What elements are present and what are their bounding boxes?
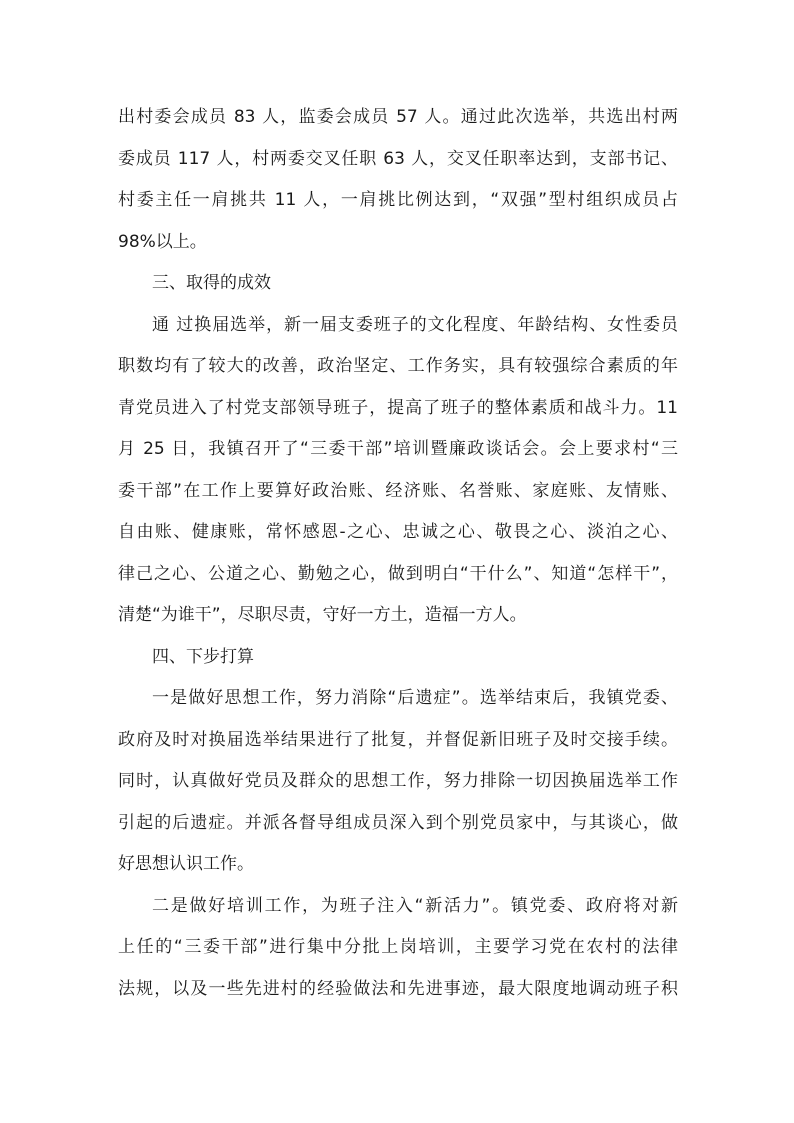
text-line: 二是做好培训工作，为班子注入“新活力”。镇党委、政府将对新 [152, 895, 678, 916]
text-line: 一是做好思想工作，努力消除“后遗症”。选举结束后，我镇党委、 [152, 688, 678, 708]
text-line: 引起的后遗症。并派各督导组成员深入到个别党员家中，与其谈心，做 [118, 812, 678, 833]
text-line: 律己之心、公道之心、勤勉之心，做到明白“干什么”、知道“怎样干”， [118, 563, 678, 584]
text-line: 自由账、健康账，常怀感恩-之心、忠诚之心、敬畏之心、淡泊之心、 [118, 522, 678, 542]
text-line: 法规，以及一些先进村的经验做法和先进事迹，最大限度地调动班子积 [118, 978, 678, 999]
text-line: 村委主任一肩挑共 11 人，一肩挑比例达到，“双强”型村组织成员占 [118, 190, 678, 210]
document-body [118, 97, 678, 1010]
text-line: 好思想认识工作。 [118, 854, 254, 874]
text-line: 政府及时对换届选举结果进行了批复，并督促新旧班子及时交接手续。 [118, 729, 678, 750]
text-line: 职数均有了较大的改善，政治坚定、工作务实，具有较强综合素质的年 [118, 356, 678, 376]
text-line: 出村委会成员 83 人，监委会成员 57 人。通过此次选举，共选出村两 [118, 107, 678, 127]
text-line: 同时，认真做好党员及群众的思想工作，努力排除一切因换届选举工作 [118, 771, 678, 791]
text-line: 月 25 日，我镇召开了“三委干部”培训暨廉政谈话会。会上要求村“三 [118, 439, 678, 459]
text-line: 98%以上。 [118, 231, 207, 252]
text-line: 四、下步打算 [152, 646, 254, 667]
text-line: 通 过换届选举，新一届支委班子的文化程度、年龄结构、女性委员 [152, 314, 678, 335]
text-line: 青党员进入了村党支部领导班子，提高了班子的整体素质和战斗力。11 [118, 397, 678, 418]
text-line: 清楚“为谁干”，尽职尽责，守好一方土，造福一方人。 [118, 605, 527, 625]
text-line: 委成员 117 人，村两委交叉任职 63 人，交叉任职率达到，支部书记、 [118, 148, 678, 169]
text-line: 三、取得的成效 [152, 273, 271, 293]
text-line: 上任的“三委干部”进行集中分批上岗培训，主要学习党在农村的法律 [118, 937, 678, 957]
text-line: 委干部”在工作上要算好政治账、经济账、名誉账、家庭账、友情账、 [118, 480, 678, 501]
